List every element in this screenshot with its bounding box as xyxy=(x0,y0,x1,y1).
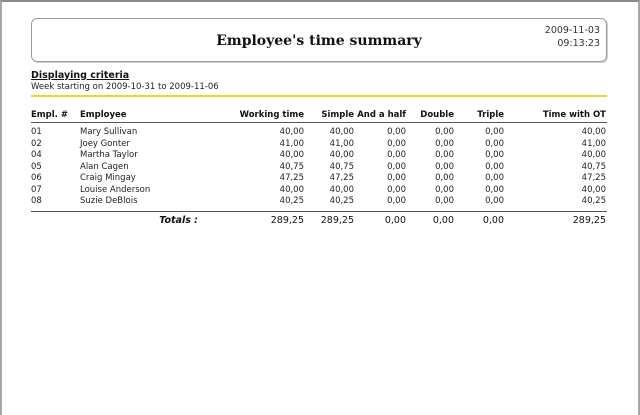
cell-working-time: 41,00 xyxy=(279,138,304,149)
cell-and-a-half: 0,00 xyxy=(387,127,406,137)
cell-empl: 07 xyxy=(31,184,42,195)
totals-label: Totals : xyxy=(159,215,198,226)
cell-triple: 0,00 xyxy=(485,127,504,137)
criteria-heading: Displaying criteria xyxy=(31,70,130,81)
total-simple: 289,25 xyxy=(320,215,354,226)
cell-time-with-ot: 40,25 xyxy=(581,196,606,206)
cell-triple: 0,00 xyxy=(485,184,504,195)
cell-working-time: 40,00 xyxy=(279,150,304,160)
cell-employee: Craig Mingay xyxy=(80,173,136,183)
cell-simple: 47,25 xyxy=(329,173,354,183)
cell-triple: 0,00 xyxy=(485,161,504,172)
cell-employee: Alan Cagen xyxy=(80,161,129,172)
cell-empl: 04 xyxy=(31,150,42,160)
cell-empl: 06 xyxy=(31,173,42,183)
cell-simple: 40,00 xyxy=(329,150,354,160)
header-double: Double xyxy=(420,110,454,120)
cell-and-a-half: 0,00 xyxy=(387,184,406,195)
cell-empl: 08 xyxy=(31,196,42,206)
cell-triple: 0,00 xyxy=(485,150,504,160)
header-triple: Triple xyxy=(477,110,504,120)
cell-time-with-ot: 47,25 xyxy=(581,173,606,183)
cell-and-a-half: 0,00 xyxy=(387,196,406,206)
cell-triple: 0,00 xyxy=(485,173,504,183)
criteria-text: Week starting on 2009-10-31 to 2009-11-06 xyxy=(31,82,219,92)
cell-working-time: 40,00 xyxy=(279,184,304,195)
cell-empl: 05 xyxy=(31,161,42,172)
cell-and-a-half: 0,00 xyxy=(387,173,406,183)
cell-time-with-ot: 40,00 xyxy=(581,184,606,195)
cell-triple: 0,00 xyxy=(485,138,504,149)
header-empl: Empl. # xyxy=(31,110,68,120)
cell-and-a-half: 0,00 xyxy=(387,150,406,160)
cell-triple: 0,00 xyxy=(485,196,504,206)
totals-rule xyxy=(31,211,607,212)
cell-employee: Suzie DeBlois xyxy=(80,196,138,206)
header-time-with-ot: Time with OT xyxy=(542,110,606,120)
header-simple: Simple xyxy=(321,110,354,120)
cell-double: 0,00 xyxy=(435,184,454,195)
cell-time-with-ot: 41,00 xyxy=(581,138,606,149)
cell-double: 0,00 xyxy=(435,196,454,206)
cell-working-time: 40,75 xyxy=(279,161,304,172)
cell-working-time: 40,25 xyxy=(279,196,304,206)
cell-time-with-ot: 40,00 xyxy=(581,127,606,137)
cell-employee: Joey Gonter xyxy=(80,138,130,149)
cell-and-a-half: 0,00 xyxy=(387,161,406,172)
report-header xyxy=(31,18,607,62)
cell-simple: 40,00 xyxy=(329,184,354,195)
cell-simple: 40,25 xyxy=(329,196,354,206)
criteria-divider xyxy=(31,95,607,97)
report-title: Employee's time summary xyxy=(216,33,422,49)
cell-simple: 40,00 xyxy=(329,127,354,137)
header-employee: Employee xyxy=(80,110,127,120)
cell-and-a-half: 0,00 xyxy=(387,138,406,149)
cell-double: 0,00 xyxy=(435,173,454,183)
total-triple: 0,00 xyxy=(482,215,504,226)
cell-working-time: 47,25 xyxy=(279,173,304,183)
header-working-time: Working time xyxy=(239,110,304,120)
total-working-time: 289,25 xyxy=(270,215,304,226)
cell-double: 0,00 xyxy=(435,161,454,172)
cell-working-time: 40,00 xyxy=(279,127,304,137)
total-double: 0,00 xyxy=(432,215,454,226)
cell-empl: 02 xyxy=(31,138,42,149)
cell-double: 0,00 xyxy=(435,138,454,149)
report-time: 09:13:23 xyxy=(557,38,600,49)
cell-double: 0,00 xyxy=(435,150,454,160)
total-time-with-ot: 289,25 xyxy=(572,215,606,226)
header-rule xyxy=(31,122,607,123)
cell-time-with-ot: 40,00 xyxy=(581,150,606,160)
header-and-a-half: And a half xyxy=(357,110,406,120)
cell-double: 0,00 xyxy=(435,127,454,137)
report-date: 2009-11-03 xyxy=(544,25,600,36)
cell-employee: Martha Taylor xyxy=(80,150,138,160)
cell-simple: 41,00 xyxy=(329,138,354,149)
cell-employee: Mary Sullivan xyxy=(80,127,138,137)
cell-employee: Louise Anderson xyxy=(80,184,151,195)
total-and-a-half: 0,00 xyxy=(384,215,406,226)
cell-simple: 40,75 xyxy=(329,161,354,172)
cell-time-with-ot: 40,75 xyxy=(581,161,606,172)
cell-empl: 01 xyxy=(31,127,42,137)
